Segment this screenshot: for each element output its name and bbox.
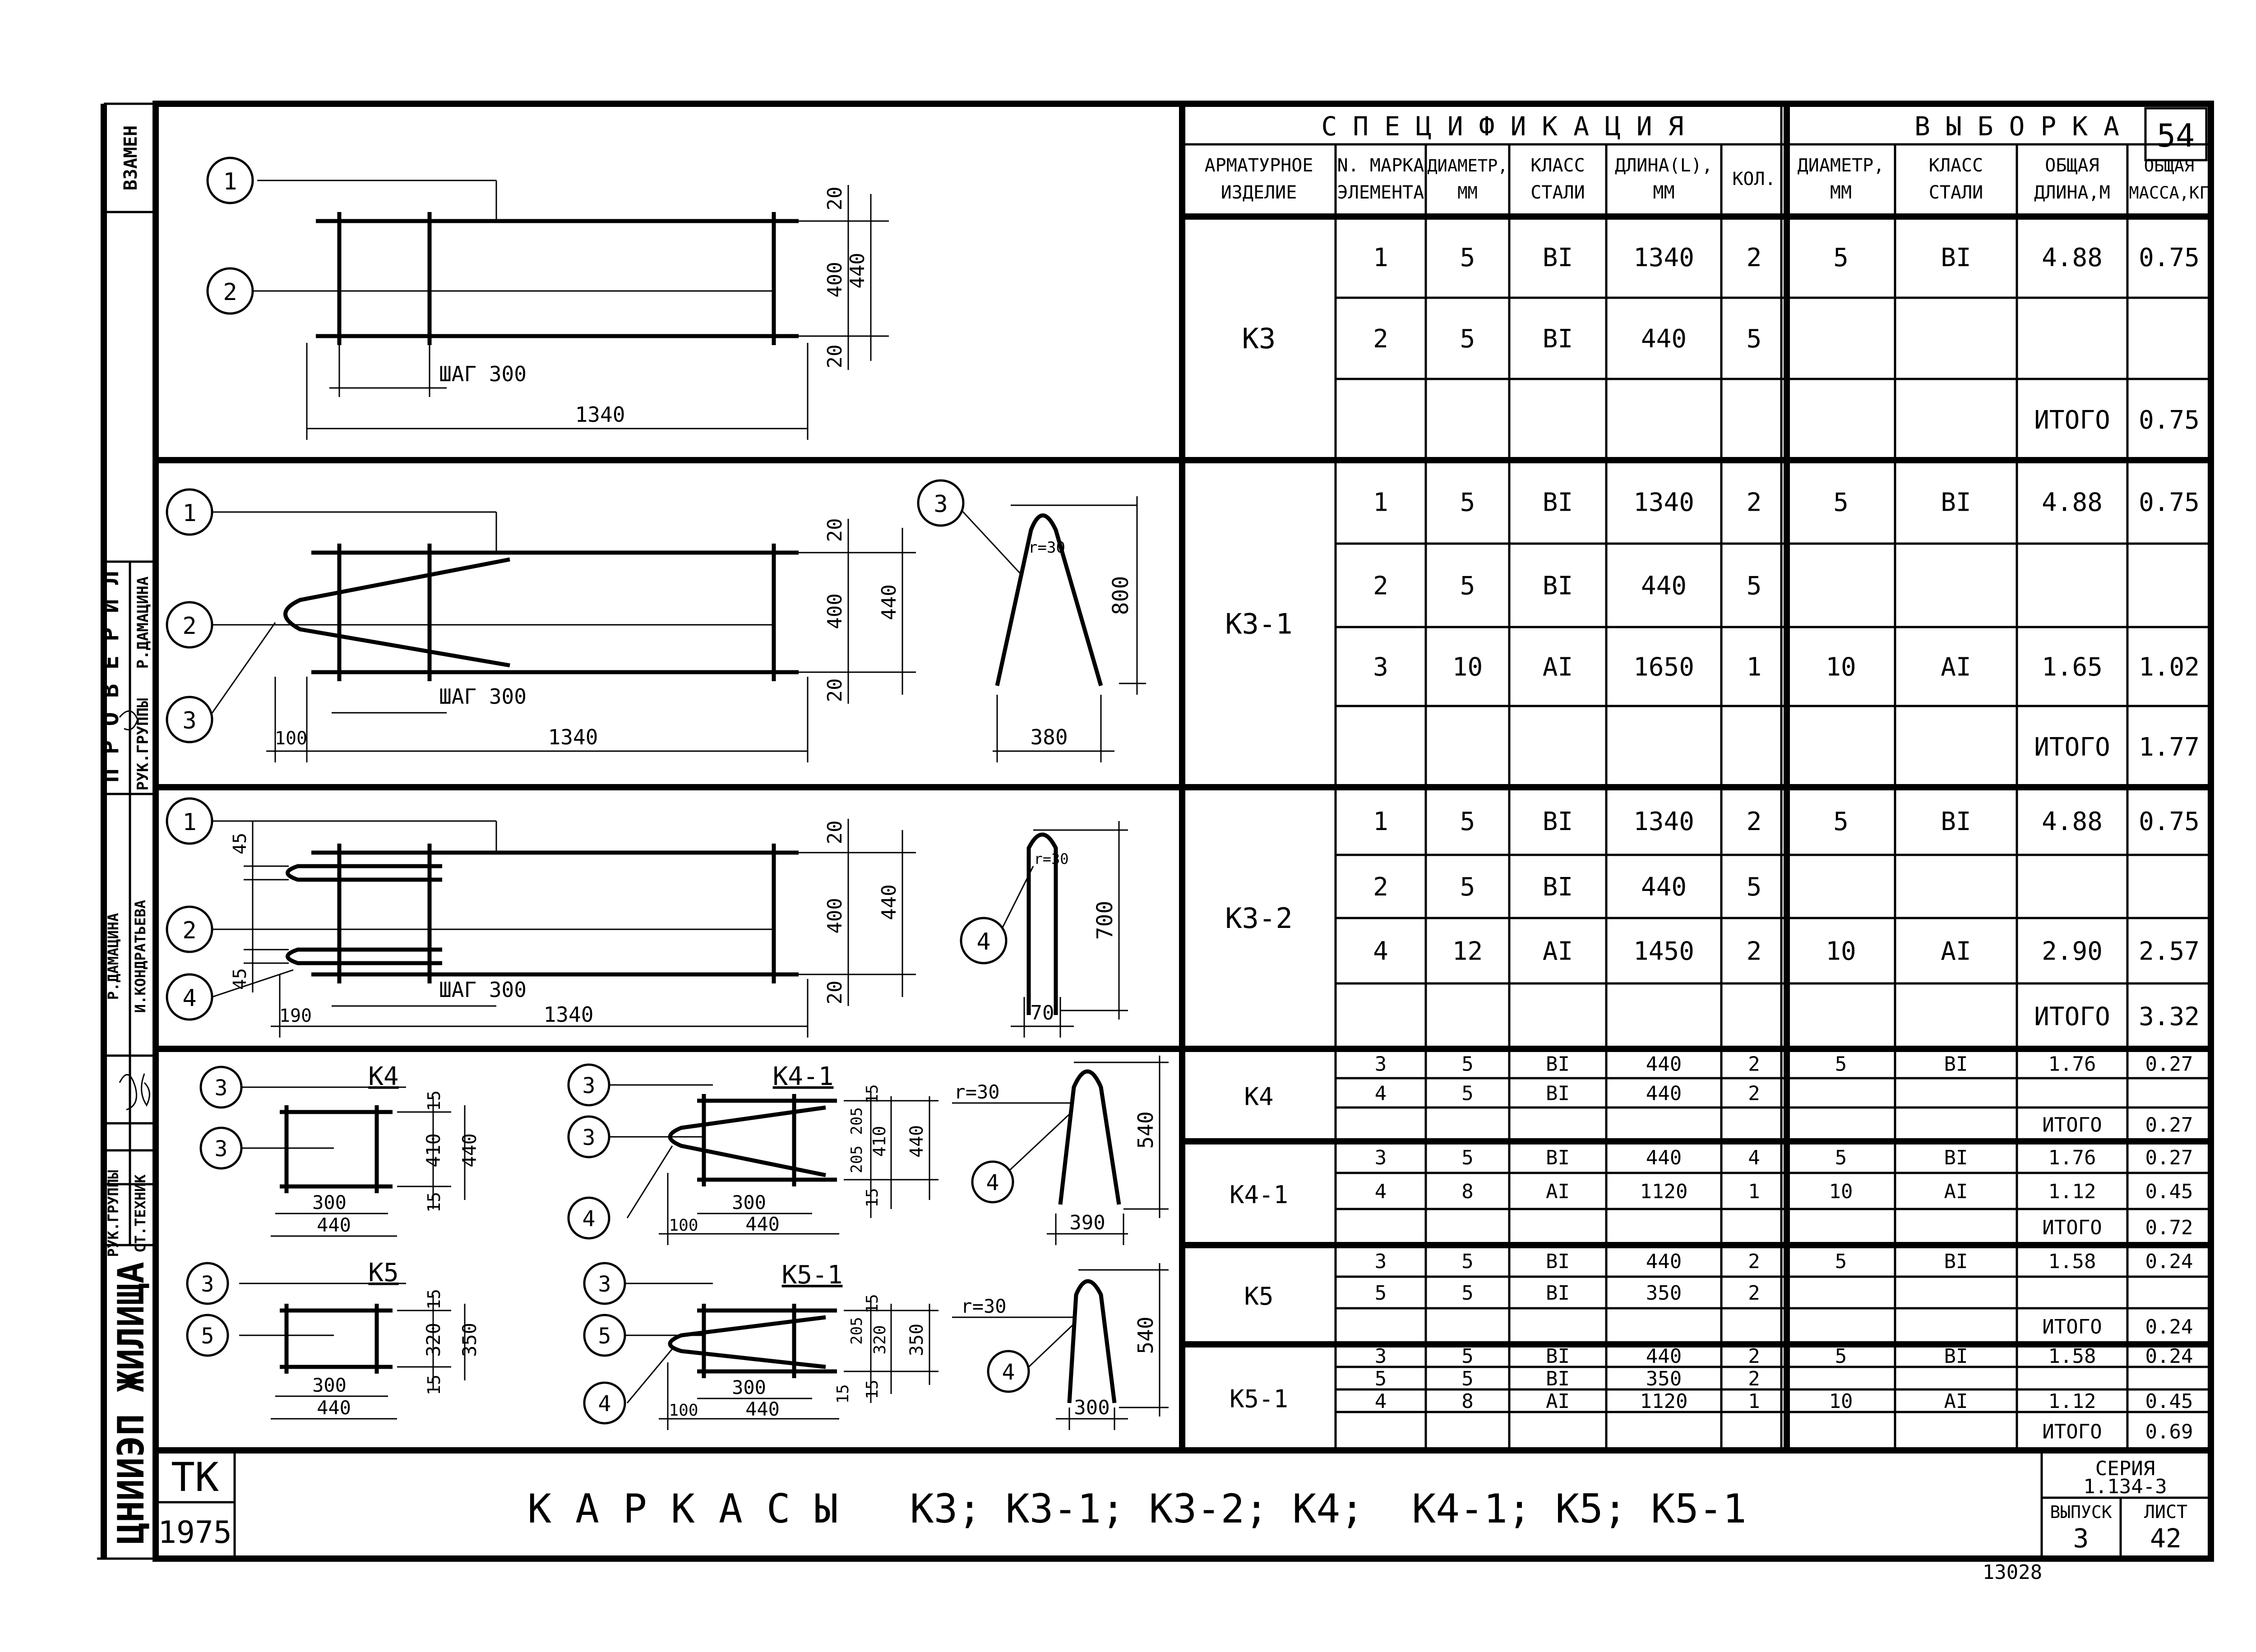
- mark-5: 5: [598, 1324, 611, 1349]
- cell-g2-r2-c6: 5: [1746, 571, 1762, 601]
- cell-g2-r2-c5: 440: [1641, 571, 1687, 601]
- cell-g6-r1-c2: 3: [1374, 1250, 1387, 1273]
- cell-g1-r1-c3: 5: [1460, 243, 1475, 273]
- cell-g3-r2-c4: BI: [1542, 872, 1573, 902]
- cell-g4-r1-c5: 440: [1646, 1052, 1682, 1076]
- author-role-2: СТ.ТЕХНИК: [132, 1174, 149, 1253]
- author-name-2: И.КОНДРАТЬЕВА: [132, 900, 149, 1013]
- cell-g4-r3-c10: 0.27: [2145, 1113, 2193, 1137]
- label-k5-1: К5-1: [781, 1260, 843, 1290]
- cell-g2-r1-c10: 0.75: [2139, 488, 2200, 517]
- column-header-8-line-2: СТАЛИ: [1928, 182, 1983, 203]
- drawing-k4-k5: [187, 1056, 1169, 1430]
- cell-g3-r3-c4: AI: [1542, 937, 1573, 966]
- cell-g4-r1-c6: 2: [1748, 1052, 1760, 1076]
- dim-70: 70: [1030, 1001, 1054, 1024]
- dim-15: 15: [424, 1289, 444, 1310]
- cell-g3-r1-c10: 0.75: [2139, 807, 2200, 837]
- dim-410: 410: [422, 1133, 444, 1167]
- cell-g3-r2-c5: 440: [1641, 872, 1687, 902]
- cell-g7-r3-c8: AI: [1944, 1389, 1968, 1413]
- cell-g5-r2-c6: 1: [1748, 1180, 1760, 1203]
- drawing-title: К А Р К А С Ы К3; К3-1; К3-2; К4; К4-1; К5; К5-1: [527, 1486, 1747, 1532]
- dim-15: 15: [863, 1084, 882, 1104]
- label-k5: К5: [368, 1258, 399, 1287]
- cell-g2-r1-c4: BI: [1542, 488, 1573, 517]
- dim-20: 20: [823, 518, 846, 542]
- cell-g3-r3-c9: 2.90: [2042, 937, 2103, 966]
- cell-g3-r1-c5: 1340: [1633, 807, 1694, 837]
- mark-1: 1: [223, 168, 237, 195]
- step-label: ШАГ 300: [439, 978, 527, 1002]
- cell-g3-r2-c2: 2: [1373, 872, 1388, 902]
- cell-g6-r2-c6: 2: [1748, 1281, 1760, 1305]
- cell-g1-r2-c2: 2: [1373, 324, 1388, 354]
- footer-note: 13028: [1982, 1561, 2043, 1584]
- cell-g7-r1-c4: BI: [1546, 1344, 1570, 1368]
- cell-g4-r1-c8: BI: [1944, 1052, 1968, 1076]
- cell-g5-r2-c4: AI: [1546, 1180, 1570, 1203]
- dim-45: 45: [230, 832, 250, 855]
- cell-g2-r1-c9: 4.88: [2042, 488, 2103, 517]
- cell-g2-r1-c3: 5: [1460, 488, 1475, 517]
- cell-g2-r3-c3: 10: [1452, 652, 1483, 682]
- author-name-1: Р.ДАМАЦИНА: [105, 913, 122, 1000]
- mark-3: 3: [582, 1073, 596, 1098]
- dim-300: 300: [732, 1191, 766, 1214]
- dim-15b: 15: [424, 1192, 444, 1213]
- dim-320: 320: [422, 1323, 444, 1357]
- cell-g7-r1-c10: 0.24: [2145, 1344, 2193, 1368]
- dim-15: 15: [863, 1294, 882, 1314]
- cell-g4-r2-c4: BI: [1546, 1082, 1570, 1105]
- cell-g2-r3-c8: AI: [1941, 652, 1971, 682]
- series-value: 1.134-3: [2083, 1475, 2167, 1498]
- cell-g7-r4-c9: ИТОГО: [2042, 1420, 2102, 1444]
- mark-1: 1: [182, 809, 197, 836]
- column-header-9-line-2: ДЛИНА,М: [2034, 182, 2110, 203]
- item-name-6: К5: [1244, 1282, 1274, 1311]
- mark-2: 2: [182, 917, 197, 944]
- cell-g3-r1-c4: BI: [1542, 807, 1573, 837]
- cell-g5-r3-c10: 0.72: [2145, 1216, 2193, 1239]
- cell-g3-r3-c5: 1450: [1633, 937, 1694, 966]
- label-k4-1: К4-1: [772, 1062, 834, 1091]
- item-name-1: К3: [1242, 322, 1276, 355]
- column-header-4-line-1: КЛАСС: [1530, 155, 1585, 176]
- cell-g3-r4-c9: ИТОГО: [2034, 1002, 2110, 1032]
- cell-g7-r3-c4: AI: [1546, 1389, 1570, 1413]
- cell-g7-r3-c2: 4: [1374, 1389, 1387, 1413]
- column-header-10-line-2: МАССА,КГ: [2129, 183, 2210, 203]
- cell-g5-r2-c8: AI: [1944, 1180, 1968, 1203]
- dim-15b: 15: [863, 1380, 882, 1399]
- column-header-3-line-2: ММ: [1457, 183, 1478, 203]
- bend-radius: r=30: [954, 1081, 1000, 1103]
- item-name-4: К4: [1244, 1082, 1274, 1111]
- cell-g3-r1-c7: 5: [1833, 807, 1849, 837]
- dim-540: 540: [1133, 1316, 1158, 1354]
- cell-g6-r1-c10: 0.24: [2145, 1250, 2193, 1273]
- mark-1: 1: [182, 500, 197, 527]
- dim-800: 800: [1108, 576, 1133, 615]
- cell-g4-r2-c3: 5: [1461, 1082, 1474, 1105]
- dim-400: 400: [823, 898, 846, 934]
- cell-g5-r2-c5: 1120: [1640, 1180, 1688, 1203]
- cell-g2-r1-c6: 2: [1746, 488, 1762, 517]
- cell-g1-r3-c10: 0.75: [2139, 406, 2200, 435]
- dim-300: 300: [312, 1374, 347, 1396]
- cell-g1-r1-c4: BI: [1542, 243, 1573, 273]
- cell-g5-r1-c2: 3: [1374, 1146, 1387, 1169]
- mark-3b: 3: [582, 1125, 596, 1150]
- cell-g2-r3-c7: 10: [1826, 652, 1856, 682]
- cell-g7-r1-c5: 440: [1646, 1344, 1682, 1368]
- dim-390: 390: [1069, 1211, 1105, 1234]
- cell-g2-r4-c9: ИТОГО: [2034, 733, 2110, 762]
- dim-15c: 15: [834, 1384, 852, 1404]
- cell-g3-r1-c8: BI: [1941, 807, 1971, 837]
- cell-g7-r2-c2: 5: [1374, 1367, 1387, 1390]
- cell-g3-r1-c3: 5: [1460, 807, 1475, 837]
- cell-g6-r1-c5: 440: [1646, 1250, 1682, 1273]
- cell-g5-r1-c9: 1.76: [2048, 1146, 2096, 1169]
- cell-g3-r2-c3: 5: [1460, 872, 1475, 902]
- column-header-10-line-1: ОБЩАЯ: [2144, 156, 2195, 175]
- selection-title: В Ы Б О Р К А: [1914, 111, 2119, 142]
- cell-g2-r3-c4: AI: [1542, 652, 1573, 682]
- cell-g7-r3-c6: 1: [1748, 1389, 1760, 1413]
- tk-code: ТК: [171, 1454, 219, 1500]
- cell-g7-r3-c5: 1120: [1640, 1389, 1688, 1413]
- mark-4: 4: [1002, 1360, 1015, 1385]
- column-header-9-line-1: ОБЩАЯ: [2045, 155, 2099, 176]
- cell-g5-r2-c10: 0.45: [2145, 1180, 2193, 1203]
- cell-g5-r1-c4: BI: [1546, 1146, 1570, 1169]
- dim-380: 380: [1030, 725, 1068, 749]
- cell-g1-r1-c5: 1340: [1633, 243, 1694, 273]
- mark-3: 3: [201, 1272, 214, 1297]
- cell-g6-r2-c2: 5: [1374, 1281, 1387, 1305]
- cell-g6-r1-c7: 5: [1835, 1250, 1847, 1273]
- column-header-5-line-2: ММ: [1653, 182, 1675, 203]
- mark-3: 3: [214, 1075, 228, 1101]
- item-name-7: К5-1: [1229, 1384, 1289, 1413]
- bend-radius: r=30: [961, 1295, 1007, 1317]
- checked-name: Р.ДАМАЦИНА: [134, 576, 152, 669]
- cell-g1-r1-c2: 1: [1373, 243, 1388, 273]
- cell-g7-r3-c7: 10: [1829, 1389, 1853, 1413]
- dim-300: 300: [1074, 1396, 1110, 1419]
- cell-g2-r4-c10: 1.77: [2139, 733, 2200, 762]
- mark-4: 4: [976, 928, 991, 955]
- cell-g3-r3-c2: 4: [1373, 937, 1388, 966]
- dim-440: 440: [745, 1398, 780, 1420]
- mark-4: 4: [986, 1170, 999, 1195]
- step-label: ШАГ 300: [439, 684, 527, 709]
- column-header-1-line-1: АРМАТУРНОЕ: [1204, 155, 1313, 176]
- cell-g5-r3-c9: ИТОГО: [2042, 1216, 2102, 1239]
- cell-g7-r2-c4: BI: [1546, 1367, 1570, 1390]
- checked-role: РУК.ГРУППЫ: [134, 698, 152, 791]
- sheet-label: ЛИСТ: [2144, 1502, 2188, 1523]
- cell-g6-r3-c9: ИТОГО: [2042, 1315, 2102, 1338]
- cell-g1-r2-c5: 440: [1641, 324, 1687, 354]
- item-name-5: К4-1: [1229, 1181, 1289, 1209]
- dim-700: 700: [1092, 900, 1118, 940]
- specification-table: [1182, 104, 2211, 1450]
- column-header-7-line-1: ДИАМЕТР,: [1797, 155, 1885, 176]
- cell-g2-r1-c8: BI: [1941, 488, 1971, 517]
- mark-5: 5: [201, 1324, 214, 1349]
- column-header-7-line-2: ММ: [1830, 182, 1852, 203]
- dim-1340: 1340: [543, 1002, 594, 1027]
- cell-g6-r1-c8: BI: [1944, 1250, 1968, 1273]
- cell-g3-r1-c2: 1: [1373, 807, 1388, 837]
- dim-400: 400: [823, 593, 846, 629]
- cell-g4-r2-c5: 440: [1646, 1082, 1682, 1105]
- dim-1340: 1340: [548, 725, 598, 749]
- cell-g6-r2-c4: BI: [1546, 1281, 1570, 1305]
- cell-g4-r1-c2: 3: [1374, 1052, 1387, 1076]
- dim-320: 320: [871, 1325, 889, 1355]
- dim-440: 440: [878, 884, 901, 920]
- column-header-4-line-2: СТАЛИ: [1530, 182, 1585, 203]
- cell-g5-r1-c10: 0.27: [2145, 1146, 2193, 1169]
- sheet-number: 54: [2156, 117, 2195, 154]
- cell-g7-r2-c5: 350: [1646, 1367, 1682, 1390]
- dim-20: 20: [823, 820, 846, 844]
- dim-410: 410: [869, 1126, 889, 1157]
- column-header-3-line-1: ДИАМЕТР,: [1427, 156, 1508, 175]
- cell-g7-r2-c6: 2: [1748, 1367, 1760, 1390]
- cell-g5-r1-c7: 5: [1835, 1146, 1847, 1169]
- column-header-2-line-1: N. МАРКА: [1337, 155, 1424, 176]
- dim-440: 440: [846, 253, 869, 289]
- item-name-2: К3-1: [1225, 607, 1293, 641]
- signature-mark-1: [120, 1075, 137, 1110]
- checked-label: П Р О В Е Р И Л: [97, 571, 124, 783]
- cell-g4-r1-c4: BI: [1546, 1052, 1570, 1076]
- cell-g6-r1-c6: 2: [1748, 1250, 1760, 1273]
- cell-g7-r1-c6: 2: [1748, 1344, 1760, 1368]
- dim-440b: 440: [317, 1214, 351, 1236]
- mark-3: 3: [598, 1272, 611, 1297]
- column-header-8-line-1: КЛАСС: [1928, 155, 1983, 176]
- cell-g4-r2-c6: 2: [1748, 1082, 1760, 1105]
- cell-g3-r3-c6: 2: [1746, 937, 1762, 966]
- cell-g6-r2-c3: 5: [1461, 1281, 1474, 1305]
- cell-g3-r1-c9: 4.88: [2042, 807, 2103, 837]
- dim-1340: 1340: [575, 402, 625, 427]
- cell-g5-r1-c6: 4: [1748, 1146, 1760, 1169]
- dim-45b: 45: [230, 968, 250, 990]
- cell-g2-r3-c10: 1.02: [2139, 652, 2200, 682]
- cell-g2-r1-c7: 5: [1833, 488, 1849, 517]
- cell-g6-r1-c9: 1.58: [2048, 1250, 2096, 1273]
- cell-g1-r1-c10: 0.75: [2139, 243, 2200, 273]
- mark-2: 2: [182, 613, 197, 640]
- cell-g6-r1-c4: BI: [1546, 1250, 1570, 1273]
- cell-g5-r2-c7: 10: [1829, 1180, 1853, 1203]
- cell-g7-r1-c9: 1.58: [2048, 1344, 2096, 1368]
- cell-g3-r3-c10: 2.57: [2139, 937, 2200, 966]
- dim-350: 350: [906, 1323, 927, 1357]
- cell-g2-r1-c5: 1340: [1633, 488, 1694, 517]
- label-k4: К4: [368, 1062, 399, 1091]
- mark-3: 3: [182, 707, 197, 734]
- dim-205b: 205: [848, 1145, 866, 1173]
- cell-g7-r2-c3: 5: [1461, 1367, 1474, 1390]
- cell-g4-r3-c9: ИТОГО: [2042, 1113, 2102, 1137]
- replace-label: ВЗАМЕН: [120, 125, 141, 191]
- item-name-3: К3-2: [1225, 902, 1293, 935]
- drawing-k3-1: [167, 480, 1146, 762]
- cell-g1-r1-c8: BI: [1941, 243, 1971, 273]
- column-header-2-line-2: ЭЛЕМЕНТА: [1337, 182, 1424, 203]
- cell-g3-r4-c10: 3.32: [2139, 1002, 2200, 1032]
- bend-radius: r=30: [1034, 850, 1069, 868]
- dim-20b: 20: [823, 980, 846, 1005]
- mark-2: 2: [223, 279, 237, 306]
- cell-g2-r3-c2: 3: [1373, 652, 1388, 682]
- cell-g6-r2-c5: 350: [1646, 1281, 1682, 1305]
- organization-name: ЦНИИЭП ЖИЛИЩА: [110, 1261, 152, 1545]
- cell-g1-r2-c4: BI: [1542, 324, 1573, 354]
- dim-440: 440: [878, 584, 901, 620]
- signature-mark-2: [142, 1074, 150, 1105]
- cell-g6-r1-c3: 5: [1461, 1250, 1474, 1273]
- cell-g5-r1-c5: 440: [1646, 1146, 1682, 1169]
- cell-g4-r1-c3: 5: [1461, 1052, 1474, 1076]
- cell-g6-r3-c10: 0.24: [2145, 1315, 2193, 1338]
- cell-g1-r2-c6: 5: [1746, 324, 1762, 354]
- series-label: СЕРИЯ: [2095, 1457, 2155, 1480]
- mark-4: 4: [182, 985, 197, 1012]
- cell-g7-r1-c7: 5: [1835, 1344, 1847, 1368]
- cell-g4-r1-c7: 5: [1835, 1052, 1847, 1076]
- cell-g7-r1-c3: 5: [1461, 1344, 1474, 1368]
- cell-g5-r2-c2: 4: [1374, 1180, 1387, 1203]
- drawing-k3-2: [167, 798, 1128, 1038]
- dim-440: 440: [906, 1125, 927, 1158]
- cell-g2-r2-c4: BI: [1542, 571, 1573, 601]
- cell-g7-r1-c8: BI: [1944, 1344, 1968, 1368]
- issue-value: 3: [2073, 1523, 2089, 1554]
- mark-3b: 3: [214, 1136, 228, 1162]
- dim-300: 300: [732, 1376, 766, 1398]
- cell-g2-r2-c2: 2: [1373, 571, 1388, 601]
- dim-20b: 20: [823, 344, 846, 369]
- cell-g5-r1-c3: 5: [1461, 1146, 1474, 1169]
- cell-g2-r1-c2: 1: [1373, 488, 1388, 517]
- cell-g7-r4-c10: 0.69: [2145, 1420, 2193, 1444]
- cell-g1-r1-c9: 4.88: [2042, 243, 2103, 273]
- dim-440: 440: [458, 1133, 481, 1167]
- mark-3: 3: [934, 491, 948, 518]
- dim-100: 100: [669, 1401, 698, 1420]
- cell-g3-r2-c6: 5: [1746, 872, 1762, 902]
- dim-20b: 20: [823, 678, 846, 702]
- cell-g4-r1-c10: 0.27: [2145, 1052, 2193, 1076]
- cell-g5-r2-c3: 8: [1461, 1180, 1474, 1203]
- cell-g2-r3-c5: 1650: [1633, 652, 1694, 682]
- mark-4: 4: [598, 1391, 611, 1417]
- cell-g3-r3-c8: AI: [1941, 937, 1971, 966]
- cell-g2-r3-c6: 1: [1746, 652, 1762, 682]
- cell-g1-r1-c7: 5: [1833, 243, 1849, 273]
- dim-440: 440: [317, 1397, 351, 1419]
- cell-g1-r3-c9: ИТОГО: [2034, 406, 2110, 435]
- dim-400: 400: [823, 262, 846, 298]
- cell-g4-r2-c2: 4: [1374, 1082, 1387, 1105]
- cell-g5-r2-c9: 1.12: [2048, 1180, 2096, 1203]
- drawing-k3: [208, 158, 889, 440]
- cell-g5-r1-c8: BI: [1944, 1146, 1968, 1169]
- dim-15: 15: [424, 1090, 444, 1111]
- cell-g7-r1-c2: 3: [1374, 1344, 1387, 1368]
- dim-205: 205: [848, 1107, 866, 1135]
- cell-g3-r1-c6: 2: [1746, 807, 1762, 837]
- sheet-value: 42: [2150, 1523, 2182, 1554]
- column-header-1-line-2: ИЗДЕЛИЕ: [1220, 182, 1297, 203]
- cell-g7-r3-c9: 1.12: [2048, 1389, 2096, 1413]
- cell-g7-r3-c3: 8: [1461, 1389, 1474, 1413]
- cell-g7-r3-c10: 0.45: [2145, 1389, 2193, 1413]
- issue-label: ВЫПУСК: [2050, 1502, 2112, 1522]
- title-block: [156, 1450, 2211, 1559]
- mark-4: 4: [582, 1206, 596, 1232]
- dim-300: 300: [312, 1191, 347, 1214]
- dim-540: 540: [1133, 1111, 1158, 1149]
- step-label: ШАГ 300: [439, 362, 527, 386]
- cell-g1-r1-c6: 2: [1746, 243, 1762, 273]
- dim-100: 100: [669, 1216, 698, 1235]
- dim-20: 20: [823, 186, 846, 211]
- bend-radius: r=30: [1028, 539, 1065, 557]
- dim-205: 205: [848, 1317, 866, 1345]
- dim-100: 100: [274, 728, 308, 749]
- cell-g4-r1-c9: 1.76: [2048, 1052, 2096, 1076]
- cell-g2-r3-c9: 1.65: [2042, 652, 2103, 682]
- author-role-1: РУК.ГРУППЫ: [105, 1170, 122, 1257]
- column-header-5-line-1: ДЛИНА(L),: [1615, 155, 1713, 176]
- cell-g3-r3-c3: 12: [1452, 937, 1483, 966]
- cell-g3-r3-c7: 10: [1826, 937, 1856, 966]
- column-header-6: КОЛ.: [1732, 169, 1776, 189]
- dim-15b: 15: [863, 1188, 882, 1208]
- dim-190: 190: [279, 1006, 312, 1026]
- year: 1975: [158, 1515, 232, 1550]
- spec-title: С П Е Ц И Ф И К А Ц И Я: [1321, 111, 1684, 142]
- dim-440b: 440: [745, 1213, 780, 1235]
- dim-15b: 15: [424, 1375, 444, 1395]
- cell-g1-r2-c3: 5: [1460, 324, 1475, 354]
- cell-g2-r2-c3: 5: [1460, 571, 1475, 601]
- dim-350: 350: [458, 1323, 481, 1357]
- sheet-number-box: [2145, 108, 2206, 160]
